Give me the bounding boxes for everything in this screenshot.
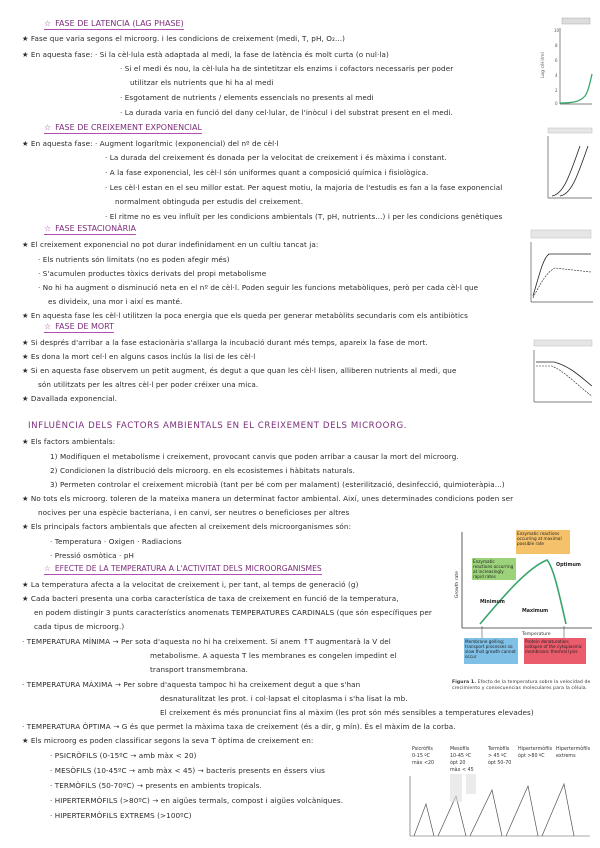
text-line: ★ Els microorg es poden classificar segons la seva T òptima de creixement en:: [22, 736, 314, 745]
text-line: ★ En aquesta fase les cèl·l utilitzen la poca energia que els queda per generar metabòlits secundaris com els antibiòtics: [22, 311, 468, 320]
tick-label: 10: [554, 28, 560, 33]
text-line: · No hi ha augment o disminució neta en el nº de cèl·l. Poden seguir les funcions metabòliques, però per cada cèl·l que: [38, 283, 479, 292]
class-range: > 45 ºC: [488, 754, 507, 759]
text-line: · Temperatura · Oxigen · Radiacions: [50, 537, 182, 546]
text-line: 3) Permeten controlar el creixement microbià (tant per bé com per malament) (esterilització, desinfecció, quimioteràpia...): [50, 480, 505, 489]
class-max: màx <20: [412, 761, 435, 766]
text-line: · S'acumulen productes tòxics derivats del propi metabolisme: [38, 269, 267, 278]
text-line: · MESÒFILS (10-45ºC → amb màx < 45) → bacteris presents en éssers vius: [50, 766, 325, 775]
text-line: desnaturalitzat les prot. i col·lapsat el citoplasma i s'ha lisat la mb.: [160, 694, 408, 703]
axis-label: Log cèl·l/ml: [541, 52, 546, 78]
text-line: en podem distingir 3 punts característics anomenats TEMPERATURES CARDINALS (que són específiques per: [34, 608, 432, 617]
label-minimum: Minimum: [480, 600, 505, 605]
heading-estacionaria: ☆ FASE ESTACIONÀRIA: [44, 224, 137, 233]
text-line: · Pressió osmòtica · pH: [50, 551, 134, 560]
text-line: El creixement és més pronunciat fins al màxim (les prot són més sensibles a temperatures elevades): [160, 708, 534, 717]
growth-curve-exponential: [540, 124, 594, 204]
text-line: · TEMPERATURA MÍNIMA → Per sota d'aquesta no hi ha creixement. Si anem ↑T augmentarà la V del: [22, 637, 391, 646]
class-name: Mesòfils: [450, 747, 470, 752]
temperature-growth-figure: [452, 528, 594, 678]
heading-exponencial: ☆ FASE DE CREIXEMENT EXPONENCIAL: [44, 123, 202, 132]
class-range: 10-45 ºC: [450, 754, 472, 759]
box-text: Membrane gelling; transport processes so slow that growth cannot occur: [465, 639, 516, 659]
text-line: ★ El creixement exponencial no pot durar indefinidament en un cultiu tancat ja:: [22, 240, 319, 249]
class-opt: òpt 50-70: [488, 761, 512, 766]
growth-curve-stationary: [527, 216, 595, 308]
figure-caption: Figura 1. Efecto de la temperatura sobre la velocidad de crecimiento y consecuencias moleculares para la célula.: [452, 680, 591, 691]
heading-temperatura: ☆ EFECTE DE LA TEMPERATURA A L'ACTIVITAT DELS MICROORGANISMES: [44, 564, 322, 573]
class-name: Psicròfils: [412, 747, 433, 752]
class-max: màx < 45: [450, 768, 474, 773]
text-line: utilitzar els nutrients que hi ha al medi: [130, 78, 274, 87]
text-line: ★ Cada bacteri presenta una corba característica de taxa de creixement en funció de la temperatura,: [22, 594, 399, 603]
heading-factors: INFLUÈNCIA DELS FACTORS AMBIENTALS EN EL CREIXEMENT DELS MICROORG.: [28, 421, 408, 431]
heading-mort: ☆ FASE DE MORT: [44, 322, 115, 331]
text-line: · Si el medi és nou, la cèl·lula ha de sintetitzar els enzims i cofactors necessaris per poder: [120, 64, 454, 73]
text-line: ★ Si en aquesta fase observem un petit augment, és degut a que quan les cèl·l lisen, alliberen nutrients al medi, que: [22, 366, 457, 375]
text-line: · TERMÒFILS (50-70ºC) → presents en ambients tropicals.: [50, 781, 262, 790]
text-line: · Esgotament de nutrients / elements essencials no presents al medi: [120, 93, 374, 102]
text-line: · La durada del creixement és donada per la velocitat de creixement i és màxima i constant.: [105, 153, 447, 162]
class-name: Termòfils: [488, 747, 510, 752]
class-range: 0-15 ºC: [412, 754, 431, 759]
tick-label: 8: [555, 43, 558, 48]
text-line: ★ En aquesta fase: · Si la cèl·lula està adaptada al medi, la fase de latència és molt curta (o nul·la): [22, 50, 389, 59]
axis-label: Temperature: [522, 632, 551, 637]
tick-label: 0: [555, 101, 558, 106]
text-line: normalment obtinguda per estudis del creixement.: [115, 197, 304, 206]
box-text: Enzymatic reactions occurring at increasingly rapid rates: [473, 559, 514, 579]
class-name: Hipertermòfils: [556, 747, 591, 752]
text-line: · La durada varia en funció del dany cel·lular, de l'inòcul i del substrat present en el medi.: [120, 108, 453, 117]
text-line: són utilitzats per les altres cèl·l per poder créixer una mica.: [38, 380, 259, 389]
box-text: Enzymatic reactions occurring at maximal possible rate: [517, 531, 562, 546]
text-line: ★ No tots els microorg. toleren de la mateixa manera un determinat factor ambiental. Així, unes determinades condicions poden ser: [22, 494, 514, 503]
tick-label: 2: [555, 88, 558, 93]
text-line: 1) Modifiquen el metabolisme i creixement, provocant canvis que poden arribar a causar la mort del microorg.: [50, 452, 459, 461]
tick-label: 4: [555, 73, 558, 78]
text-line: ★ Es dona la mort cel·l en alguns casos inclús la lisi de les cèl·l: [22, 352, 256, 361]
text-line: · Els nutrients són limitats (no es poden afegir més): [38, 255, 230, 264]
tick-label: 6: [555, 58, 558, 63]
text-line: ★ En aquesta fase: · Augment logarítmic (exponencial) del nº de cèl·l: [22, 139, 279, 148]
text-line: ★ Si després d'arribar a la fase estacionària s'allarga la incubació durant més temps, apareix la fase de mort.: [22, 338, 428, 347]
temperature-classes-figure: [404, 744, 596, 844]
heading-latencia: ☆ FASE DE LATENCIA (LAG PHASE): [44, 19, 184, 28]
text-line: nocives per una espècie bacteriana, i en canvi, ser neutres o beneficioses per altres: [38, 508, 350, 517]
text-line: · TEMPERATURA ÒPTIMA → G és que permet la màxima taxa de creixement (és a dir, g mín). És el màxim de la corba.: [22, 722, 456, 731]
text-line: · PSICRÒFILS (0-15ºC → amb màx < 20): [50, 751, 197, 760]
text-line: ★ Els principals factors ambientals que afecten al creixement dels microorganismes són:: [22, 522, 352, 531]
text-line: · Les cèl·l estan en el seu millor estat. Per aquest motiu, la majoria de l'estudis es fan a la fase exponencial: [105, 183, 503, 192]
class-range: òpt >80 ºC: [518, 754, 545, 759]
text-line: ★ Davallada exponencial.: [22, 394, 118, 403]
growth-curve-lag: [536, 8, 594, 113]
text-line: · HIPERTERMÒFILS EXTREMS (>100ºC): [50, 811, 192, 820]
text-line: es divideix, una mor i així es manté.: [48, 297, 183, 306]
text-line: transport transmembrana.: [150, 665, 248, 674]
text-line: · El ritme no es veu influït per les condicions ambientals (T, pH, nutrients...) i per les condicions genètiques: [105, 212, 503, 221]
text-line: · HIPERTERMÒFILS (>80ºC) → en aigües termals, compost i aigües volcàniques.: [50, 796, 344, 805]
label-optimum: Optimum: [556, 563, 581, 568]
class-opt: òpt 20: [450, 761, 466, 766]
label-maximum: Maximum: [522, 609, 549, 614]
growth-curve-death: [530, 326, 594, 406]
class-range: extrems: [556, 754, 576, 759]
class-name: Hipertermòfils: [518, 747, 553, 752]
text-line: · TEMPERATURA MÀXIMA → Per sobre d'aquesta tampoc hi ha creixement degut a que s'han: [22, 680, 361, 689]
text-line: ★ Fase que varia segons el microorg. i les condicions de creixement (medi, T, pH, O₂...): [22, 34, 346, 43]
text-line: cada tipus de microorg.): [34, 622, 125, 631]
axis-label: Growth rate: [455, 571, 460, 598]
box-text: Protein denaturation; collapse of the cytoplasmic membrane; thermal lysis: [525, 639, 583, 654]
text-line: metabolisme. A aquesta T les membranes es congelen impedint el: [150, 651, 397, 660]
text-line: ★ La temperatura afecta a la velocitat de creixement i, per tant, al temps de generació (g): [22, 580, 359, 589]
text-line: 2) Condicionen la distribució dels microorg. en els ecosistemes i hàbitats naturals.: [50, 466, 356, 475]
text-line: · A la fase exponencial, les cèl·l són uniformes quant a composició química i fisiològica.: [105, 168, 429, 177]
text-line: ★ Els factors ambientals:: [22, 437, 116, 446]
